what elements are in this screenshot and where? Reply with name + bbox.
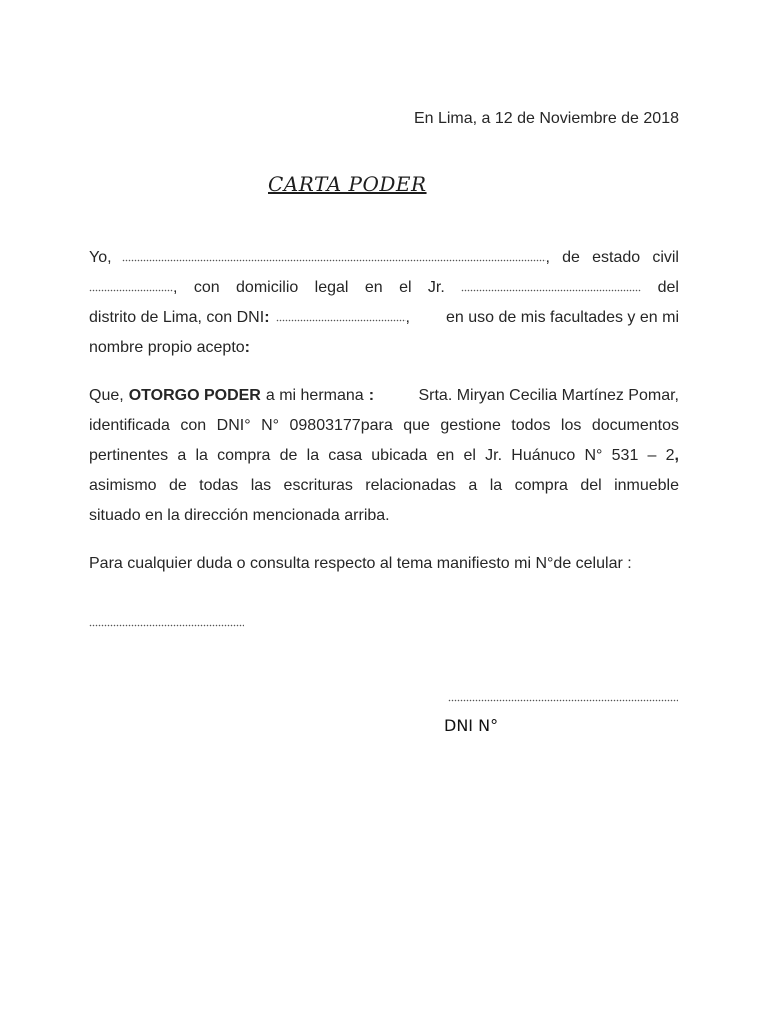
signature-line bbox=[448, 692, 678, 702]
name-blank bbox=[122, 252, 546, 262]
p1-line-4: nombre propio acepto : bbox=[89, 339, 250, 356]
p2-line-5: situado en la dirección mencionada arriba. bbox=[89, 507, 390, 524]
signature-dni-label: DNI N° bbox=[444, 716, 499, 735]
p1-yo: Yo, bbox=[89, 249, 112, 266]
p2-line-3: pertinentes a la compra de la casa ubicada en el Jr. Huánuco N° 531 – 2, bbox=[89, 447, 679, 464]
dni-blank bbox=[276, 312, 406, 322]
p2-line-4: asimismo de todas las escrituras relacionadas a la compra del inmueble bbox=[89, 477, 679, 494]
p2-line-2: identificada con DNI° N° 09803177para que gestione todos los documentos bbox=[89, 417, 679, 434]
date-line: En Lima, a 12 de Noviembre de 2018 bbox=[413, 110, 679, 127]
p1-line-2: , con domicilio legal en el Jr. del bbox=[89, 276, 679, 300]
civil-status-blank bbox=[89, 282, 173, 292]
p1-line-1: Yo, , de estado civil bbox=[89, 246, 679, 270]
phone-blank-row bbox=[89, 614, 244, 632]
document-title: CARTA PODER bbox=[268, 172, 427, 196]
p3-line-1: Para cualquier duda o consulta respecto al tema manifiesto mi N°de celular : bbox=[89, 555, 632, 572]
p2-line-1: Que, OTORGO PODER a mi hermana : Srta. Miryan Cecilia Martínez Pomar, bbox=[89, 384, 679, 408]
otorgo-poder: OTORGO PODER bbox=[128, 387, 261, 404]
p1-line-3: distrito de Lima, con DNI : , en uso de mis facultades y en mi bbox=[89, 309, 679, 326]
phone-blank bbox=[89, 617, 244, 627]
address-blank bbox=[461, 282, 641, 292]
